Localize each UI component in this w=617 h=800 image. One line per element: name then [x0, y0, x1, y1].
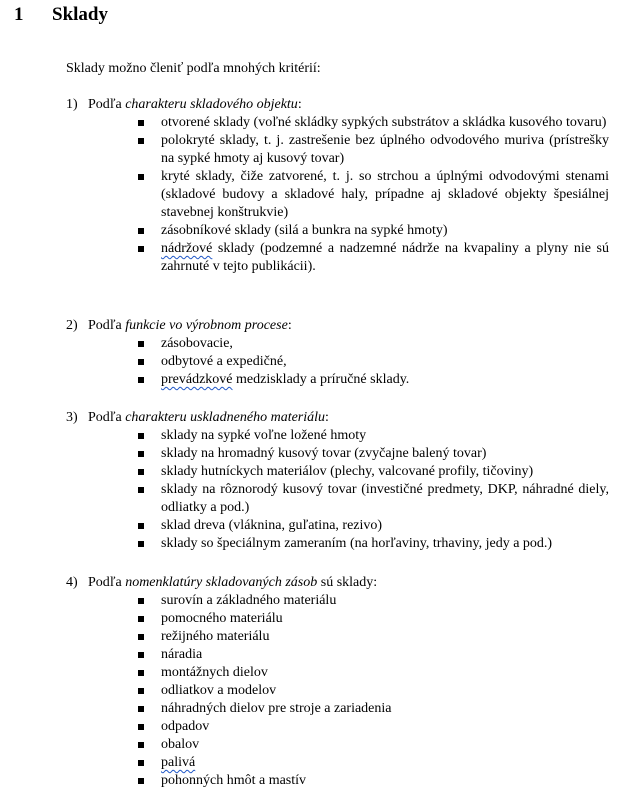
bullet-square-icon — [138, 174, 144, 180]
section-title — [66, 409, 617, 427]
list-item: polokryté sklady, t. j. zastrešenie bez úplného odvodového muriva (prístrešky na sypké hmoty aj kusový tovar) — [66, 132, 617, 168]
bullet-square-icon — [138, 634, 144, 640]
list-item: prevádzkové medzisklady a príručné sklady. — [66, 371, 617, 389]
list-item: palivá — [66, 754, 617, 772]
section-1-list — [66, 114, 617, 276]
list-item: odpadov — [66, 718, 617, 736]
list-item: zásobovacie, — [66, 335, 617, 353]
chapter-number: 1 — [14, 4, 24, 25]
bullet-square-icon — [138, 377, 144, 383]
section-number: 3) — [66, 410, 78, 425]
list-item: pomocného materiálu — [66, 610, 617, 628]
list-item: náhradných dielov pre stroje a zariadenia — [66, 700, 617, 718]
list-item: zásobníkové sklady (silá a bunkra na sypké hmoty) — [66, 222, 617, 240]
section-suffix: : — [297, 97, 302, 112]
bullet-square-icon — [138, 742, 144, 748]
section-title — [66, 96, 617, 114]
chapter-heading — [14, 2, 108, 28]
section-prefix: Podľa — [88, 97, 126, 112]
bullet-square-icon — [138, 778, 144, 784]
list-item: sklady na sypké voľne ložené hmoty — [66, 427, 617, 445]
list-item: kryté sklady, čiže zatvorené, t. j. so strchou a úplnými odvodovými stenami (skladové budovy a skladové haly, prípadne aj skladové objekty špesiálnej stavebnej konštrukvie) — [66, 168, 617, 222]
bullet-square-icon — [138, 433, 144, 439]
list-item: režijného materiálu — [66, 628, 617, 646]
bullet-square-icon — [138, 469, 144, 475]
chapter-title: Sklady — [52, 4, 108, 25]
bullet-square-icon — [138, 688, 144, 694]
section-title — [66, 574, 617, 592]
list-item: surovín a základného materiálu — [66, 592, 617, 610]
section-emphasis: nomenklatúry skladovaných zásob — [125, 575, 318, 590]
section-2-list — [66, 335, 617, 389]
bullet-square-icon — [138, 541, 144, 547]
list-item: náradia — [66, 646, 617, 664]
section-prefix: Podľa — [88, 318, 126, 333]
section-number: 4) — [66, 575, 78, 590]
bullet-square-icon — [138, 138, 144, 144]
section-4-list — [66, 592, 617, 790]
section-1 — [66, 96, 617, 276]
section-prefix: Podľa — [88, 575, 126, 590]
section-emphasis: charakteru uskladneného materiálu — [125, 410, 326, 425]
section-2 — [66, 317, 617, 389]
bullet-square-icon — [138, 246, 144, 252]
bullet-square-icon — [138, 341, 144, 347]
bullet-square-icon — [138, 598, 144, 604]
section-prefix: Podľa — [88, 410, 126, 425]
bullet-square-icon — [138, 706, 144, 712]
list-item: odliatkov a modelov — [66, 682, 617, 700]
bullet-square-icon — [138, 652, 144, 658]
bullet-square-icon — [138, 670, 144, 676]
list-item: sklady na hromadný kusový tovar (zvyčajne balený tovar) — [66, 445, 617, 463]
list-item: nádržové sklady (podzemné a nadzemné nádrže na kvapaliny a plyny nie sú zahrnuté v tejto publikácii). — [66, 240, 617, 276]
section-4 — [66, 574, 617, 790]
bullet-square-icon — [138, 451, 144, 457]
section-number: 1) — [66, 97, 78, 112]
bullet-square-icon — [138, 487, 144, 493]
intro-paragraph: Sklady možno členiť podľa mnohých kritérií: — [66, 61, 321, 76]
list-item: pohonných hmôt a mastív — [66, 772, 617, 790]
bullet-square-icon — [138, 724, 144, 730]
list-item: sklady na rôznorodý kusový tovar (investičné predmety, DKP, náhradné diely, odliatky a pod.) — [66, 481, 617, 517]
bullet-square-icon — [138, 523, 144, 529]
list-item: montážnych dielov — [66, 664, 617, 682]
section-suffix: : — [287, 318, 292, 333]
list-item: odbytové a expedičné, — [66, 353, 617, 371]
section-suffix: sú sklady: — [317, 575, 378, 590]
section-emphasis: charakteru skladového objektu — [125, 97, 298, 112]
section-suffix: : — [325, 410, 329, 425]
section-3-list — [66, 427, 617, 553]
bullet-square-icon — [138, 359, 144, 365]
list-item: sklad dreva (vláknina, guľatina, rezivo) — [66, 517, 617, 535]
bullet-square-icon — [138, 120, 144, 126]
section-title — [66, 317, 617, 335]
list-item: obalov — [66, 736, 617, 754]
section-3 — [66, 409, 617, 553]
bullet-square-icon — [138, 228, 144, 234]
section-number: 2) — [66, 318, 78, 333]
list-item: sklady hutníckych materiálov (plechy, valcované profily, tičoviny) — [66, 463, 617, 481]
list-item: otvorené sklady (voľné skládky sypkých substrátov a skládka kusového tovaru) — [66, 114, 617, 132]
bullet-square-icon — [138, 616, 144, 622]
bullet-square-icon — [138, 760, 144, 766]
section-emphasis: funkcie vo výrobnom procese — [125, 318, 288, 333]
list-item: sklady so špeciálnym zameraním (na horľaviny, trhaviny, jedy a pod.) — [66, 535, 617, 553]
